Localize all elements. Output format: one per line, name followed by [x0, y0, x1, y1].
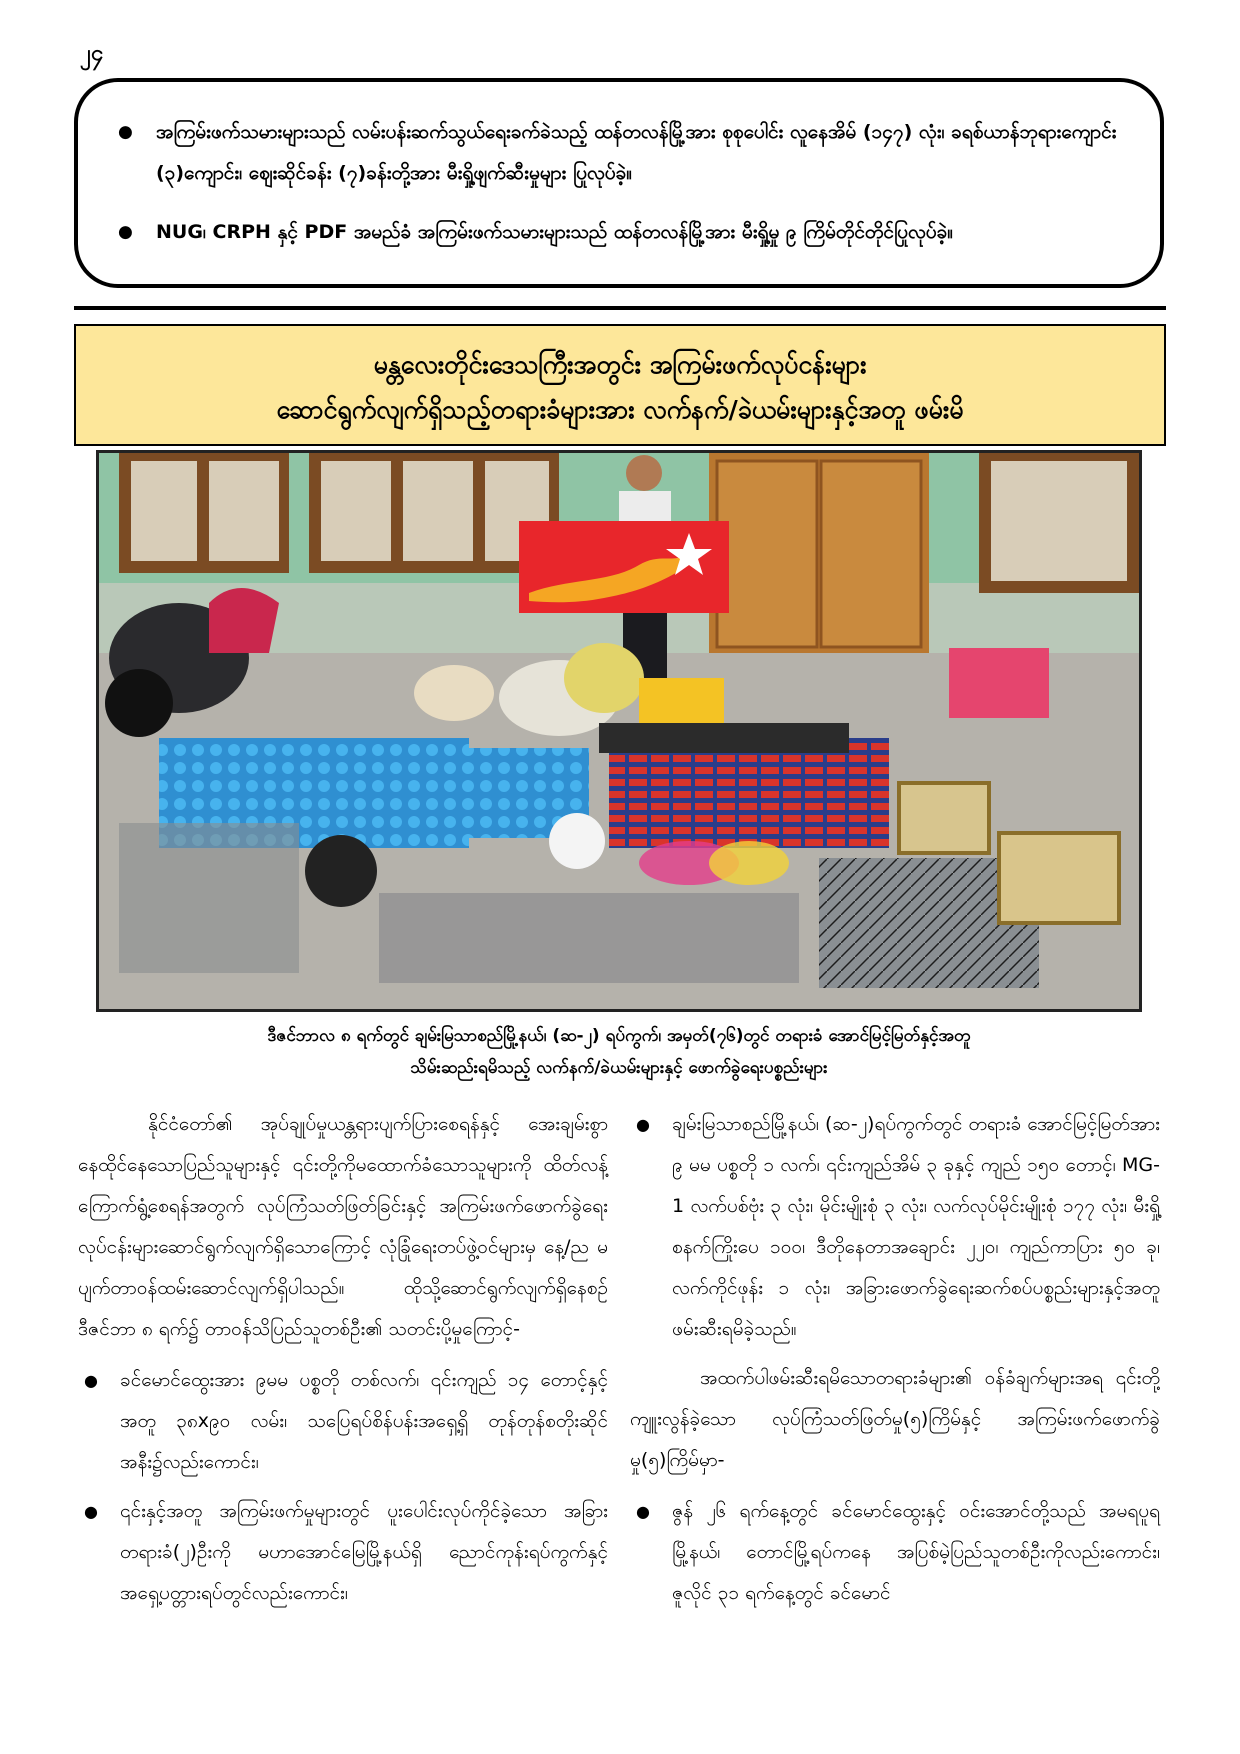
wooden-door — [709, 453, 929, 653]
caption-line-1: ဒီဇင်ဘာလ ၈ ရက်တွင် ချမ်းမြသာစည်မြို့နယ်၊ (ဆ-၂) ရပ်ကွက်၊ အမှတ်(၇၆)တွင် တရားခံ အောင်မြင့်မြတ်နှင့်အတူ — [267, 1026, 971, 1046]
news-photo — [96, 450, 1142, 1012]
left-column — [78, 1104, 608, 1614]
seizure-bullet: ● ချမ်းမြသာစည်မြို့နယ်၊ (ဆ-၂)ရပ်ကွက်တွင် တရားခံ အောင်မြင့်မြတ်အား ၉ မမ ပစ္စတို ၁ လက်၊ ၎င်းကျည်အိမ် ၃ ခုနှင့် ကျည် ၁၅၀ တောင့်၊ MG-1 လက်ပစ်ဗုံး ၃ လုံး၊ မိုင်းမျိုးစုံ ၃ လုံး၊ လက်လုပ်မိုင်းမျိုးစုံ ၁၇၇ လုံး၊ မီးရှို့စနက်ကြိုးပေ ၁၀၀၊ ဒီတိုနေတာအချောင်း ၂၂၀၊ ကျည်ကာပြား ၅၀ ခု၊ လက်ကိုင်ဖုန်း ၁ လုံး၊ အခြားဖောက်ခွဲရေးဆက်စပ်ပစ္စည်းများနှင့်အတူ ဖမ်းဆီးရမိခဲ့သည်။ — [630, 1104, 1160, 1350]
photo-illustration — [99, 453, 1139, 1009]
caption-line-2: သိမ်းဆည်းရမိသည့် လက်နက်/ခဲယမ်းများနှင့် ဖောက်ခွဲရေးပစ္စည်းများ — [410, 1058, 828, 1078]
incident-bullet: ● ဇွန် ၂၆ ရက်နေ့တွင် ခင်မောင်ထွေးနှင့် ဝင်းအောင်တို့သည် အမရပူရမြို့နယ်၊ တောင်မြို့ရပ်ကနေ အပြစ်မဲ့ပြည်သူတစ်ဦးကိုလည်းကောင်း၊ ဇူလိုင် ၃၁ ရက်နေ့တွင် ခင်မောင် — [630, 1491, 1160, 1614]
intro-paragraph: နိုင်ငံတော်၏ အုပ်ချုပ်မှုယန္တရားပျက်ပြားစေရန်နှင့် အေးချမ်းစွာနေထိုင်နေသောပြည်သူများနှင့် ၎င်းတို့ကိုမထောက်ခံသောသူများကို ထိတ်လန့်ကြောက်ရွံ့စေရန်အတွက် လုပ်ကြံသတ်ဖြတ်ခြင်းနှင့် အကြမ်းဖက်ဖောက်ခွဲရေးလုပ်ငန်းများဆောင်ရွက်လျက်ရှိသောကြောင့် လုံခြုံရေးတပ်ဖွဲ့ဝင်များမှ နေ့/ည မပျက်တာဝန်ထမ်းဆောင်လျက်ရှိပါသည်။ ထိုသို့ဆောင်ရွက်လျက်ရှိနေစဉ် ဒီဇင်ဘာ ၈ ရက်၌ တာဝန်သိပြည်သူတစ်ဦး၏ သတင်းပို့မှုကြောင့်- — [78, 1113, 608, 1340]
section-divider — [74, 306, 1166, 310]
headline-line-1: မန္တလေးတိုင်းဒေသကြီးအတွင်း အကြမ်းဖက်လုပ်ငန်းများ — [373, 350, 867, 379]
confession-paragraph: အထက်ပါဖမ်းဆီးရမိသောတရားခံများ၏ ဝန်ခံချက်များအရ ၎င်းတို့ကျူးလွန်ခဲ့သော လုပ်ကြံသတ်ဖြတ်မှု(၅)ကြိမ်နှင့် အကြမ်းဖက်ဖောက်ခွဲမှု(၅)ကြိမ်မှာ- — [630, 1367, 1160, 1471]
summary-bullet: ● NUG၊ CRPH နှင့် PDF အမည်ခံ အကြမ်းဖက်သမားများသည် ထန်တလန်မြို့အား မီးရှို့မှု ၉ ကြိမ်တိုင်တိုင်ပြုလုပ်ခဲ့။ — [118, 212, 1120, 253]
flag — [519, 521, 729, 613]
arrest-bullet: ● ခင်မောင်ထွေးအား ၉မမ ပစ္စတို တစ်လက်၊ ၎င်းကျည် ၁၄ တောင့်နှင့်အတူ ၃၈x၉၀ လမ်း၊ သပြေရပ်စိန်ပန်းအရှေ့ရှိ တုန်တုန်စတိုးဆိုင်အနီး၌လည်းကောင်း၊ — [78, 1360, 608, 1483]
window — [119, 453, 289, 573]
arrest-bullet: ● ၎င်းနှင့်အတူ အကြမ်းဖက်မှုများတွင် ပူးပေါင်းလုပ်ကိုင်ခဲ့သော အခြားတရားခံ(၂)ဦးကို မဟာအောင်မြေမြို့နယ်ရှိ ညောင်ကုန်းရပ်ကွက်နှင့် အရှေ့ပတ္တားရပ်တွင်လည်းကောင်း၊ — [78, 1491, 608, 1614]
page-number: ၂၄ — [80, 41, 104, 66]
headline-line-2: ဆောင်ရွက်လျက်ရှိသည့်တရားခံများအား လက်နက်/ခဲယမ်းများနှင့်အတူ ဖမ်းမိ — [276, 395, 964, 424]
headline-banner — [74, 324, 1166, 446]
summary-box — [74, 78, 1164, 288]
photo-caption — [96, 1020, 1142, 1084]
right-column — [630, 1104, 1160, 1614]
summary-bullet: ● အကြမ်းဖက်သမားများသည် လမ်းပန်းဆက်သွယ်ရေးခက်ခဲသည့် ထန်တလန်မြို့အား စုစုပေါင်း လူနေအိမ် (၁၄၇) လုံး၊ ခရစ်ယာန်ဘုရားကျောင်း (၃)ကျောင်း၊ ဈေးဆိုင်ခန်း (၇)ခန်းတို့အား မီးရှို့ဖျက်ဆီးမှုများ ပြုလုပ်ခဲ့။ — [118, 112, 1120, 194]
